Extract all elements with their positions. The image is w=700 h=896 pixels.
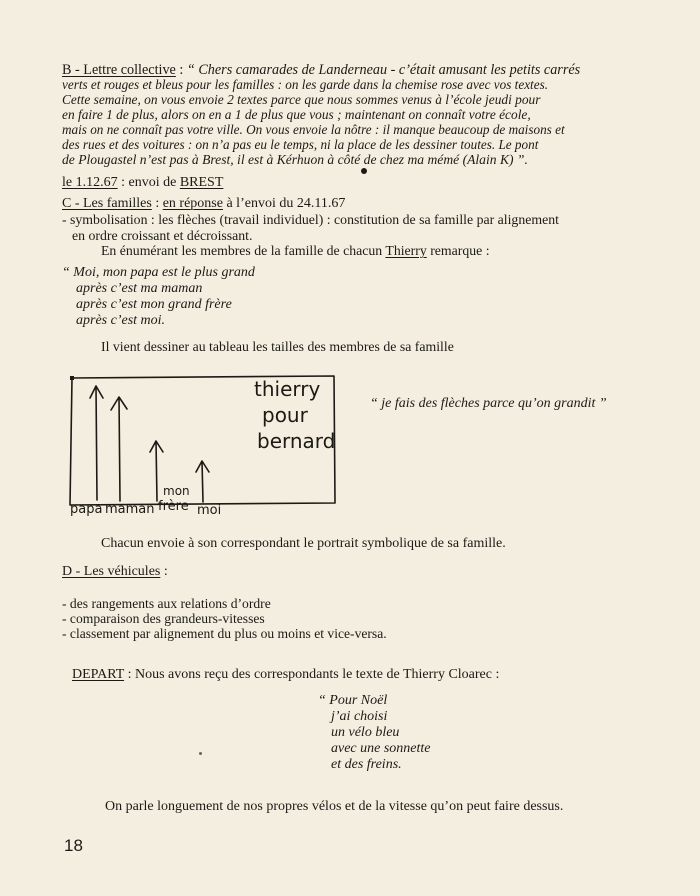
section-d-label: D - Les véhicules [62, 564, 161, 579]
section-b-text-0: “ Chers camarades de Landerneau - c’était amusant les petits carrés [186, 62, 581, 78]
inscription-line-2: bernard [257, 429, 336, 453]
inscription-line-0: thierry [254, 377, 321, 401]
page-number: 18 [64, 836, 83, 855]
quote-line-1: après c’est ma maman [76, 281, 203, 296]
label-maman: maman [105, 502, 155, 517]
section-c-line3-post: remarque : [426, 243, 490, 258]
section-b-line-4: mais on ne connaît pas votre ville. On vous envoie la nôtre : il manque beaucoup de maisons et [62, 122, 565, 137]
section-d-item-2: - classement par alignement du plus ou moins et vice-versa. [62, 626, 387, 641]
poem-line-4: et des freins. [331, 757, 402, 772]
section-c-closing: Chacun envoie à son correspondant le portrait symbolique de sa famille. [101, 536, 506, 551]
poem-line-1: j’ai choisi [331, 709, 388, 724]
dated-entry [62, 175, 223, 191]
arrow-papa [90, 386, 103, 500]
label-papa: papa [70, 502, 103, 517]
depart-line [72, 667, 499, 683]
section-c-line1: - symbolisation : les flèches (travail individuel) : constitution de sa famille par alignement [62, 212, 559, 227]
label-mon: mon [163, 484, 190, 498]
stray-dot [199, 752, 202, 755]
section-b-line-2: Cette semaine, on vous envoie 2 textes parce que nous sommes venus à l’école jeudi pour [62, 92, 541, 107]
section-b-line-1: verts et rouges et bleus pour les familles : on les garde dans la chemise rose avec vos textes. [62, 77, 548, 92]
section-c-line3 [101, 243, 490, 259]
poem-line-3: avec une sonnette [331, 741, 431, 756]
section-c-line2: en ordre croissant et décroissant. [72, 228, 253, 243]
arrow-frere [150, 441, 163, 501]
section-c-reply-rest: à l’envoi du 24.11.67 [222, 196, 346, 211]
section-c-label: C - Les familles [62, 196, 152, 211]
section-d-item-0: - des rangements aux relations d’ordre [62, 596, 271, 611]
inscription-line-1: pour [262, 403, 308, 427]
arrows-quote: “ je fais des flèches parce qu’on grandit ” [370, 396, 607, 411]
section-d-heading [62, 564, 168, 580]
entry-date: le 1.12.67 [62, 175, 118, 190]
section-c-line3-pre: En énumérant les membres de la famille de chacun [101, 243, 386, 258]
section-c-sep: : [151, 196, 163, 211]
section-b-sep: : [175, 62, 187, 78]
section-c-heading [62, 196, 345, 212]
section-b-line-3: en faire 1 de plus, alors on en a 1 de plus que vous ; maintenant on connaît votre école, [62, 107, 531, 122]
depart-text: : Nous avons reçu des correspondants le texte de Thierry Cloarec : [124, 667, 500, 682]
section-b-line-5: des rues et des voitures : on n’a pas eu le temps, ni la place de les dessiner toutes. Le pont [62, 137, 539, 152]
final-paragraph: On parle longuement de nos propres vélos et de la vitesse qu’on peut faire dessus. [105, 799, 564, 814]
section-d-item-1: - comparaison des grandeurs-vitesses [62, 611, 265, 626]
quote-line-2: après c’est mon grand frère [76, 297, 232, 312]
section-c-reply: en réponse [162, 196, 223, 211]
thierry-name: Thierry [385, 243, 427, 258]
section-d-sep: : [160, 564, 168, 579]
section-b-label: B - Lettre collective [62, 62, 176, 78]
quote-line-0: “ Moi, mon papa est le plus grand [62, 265, 255, 280]
label-moi: moi [197, 503, 222, 518]
quote-line-3: après c’est moi. [76, 313, 166, 328]
label-frere: frère [158, 499, 189, 514]
arrow-maman [111, 397, 127, 501]
entry-place: BREST [179, 175, 224, 190]
poem-line-2: un vélo bleu [331, 725, 400, 740]
section-b-line-6: de Plougastel n’est pas à Brest, il est à Kérhuon à côté de chez ma mémé (Alain K) ”. [62, 152, 528, 167]
arrow-moi [196, 461, 209, 502]
bullet-dot [361, 168, 367, 174]
entry-text: : envoi de [117, 175, 180, 190]
drawing-intro: Il vient dessiner au tableau les tailles des membres de sa famille [101, 339, 454, 354]
poem-line-0: “ Pour Noël [318, 693, 388, 708]
depart-label: DEPART [72, 667, 125, 682]
